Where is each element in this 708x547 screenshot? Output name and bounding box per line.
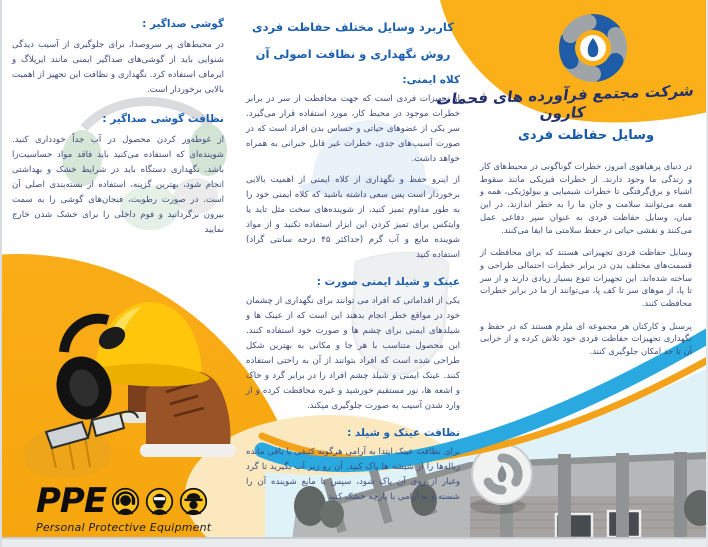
company-logo-icon: [567, 22, 619, 74]
goggles-cleaning-paragraph: برای نظافت عینک ابتدا به آرامی هرگونه کثیفی یا باقی مانده زباله‌ها را از شیشه ها پاک کنید. آن رو زیر آب بگیرید تا گرد وغبار از روی آن پاک شود، سپس با مایع شوینده آن را شسته و به آرامی با پارچه خشک کنید: [246, 447, 460, 502]
front-paragraph-2: وسایل حفاظت فردی تجهیزاتی هستند که برای محافظت از قسمت‌های مختلف بدن در برابر خطرات احتمالی طراحی و ساخته شده‌اند. این تجهیزات تنوع بسیار زیادی دارند و از سر تا پا، از موهای سر تا کف پا، می‌توانند از ما در برابر خطرات محافظت کنند.: [480, 247, 692, 309]
inside-title-line2: روش نگهداری و نظافت اصولی آن: [255, 47, 451, 61]
earmuffs-cleaning-paragraph: از غوطه‌ور کردن محصول در آب جداً خودداری کنید. شوینده‌ای که استفاده می‌کنید باید فاقد مواد حساسیت‌زا باشد. نگهداری دستگاه باید در شرایط خشک و بهداشتی انجام شود، بهترین گزینه، استفاده از بسته‌بندی اصلی آن است. در صورت رطوبت، فنجان‌های گوشی را به سمت بیرون برگردانید و فوم داخلی را برای خشک شدن خارج نمایید: [12, 135, 224, 235]
front-title: وسایل حفاظت فردی: [517, 128, 655, 143]
helmet-heading: کلاه ایمنی:: [402, 74, 460, 86]
inside-panel: [246, 20, 460, 505]
earmuffs-cleaning-heading: نظافت گوشی صداگیر :: [102, 113, 224, 125]
building-logo-icon: [470, 444, 532, 514]
helmet-paragraph-1: از تجهیزات فردی است که جهت محافظت از سر در برابر خطرات موجود در محیط کار، مورد استفاده قرار می‌گیرد. سر یکی از عضوهای حیاتی و حساس بدن افراد است که در صورت آسیب‌های جدی، خطرات غیر قابل جبرانی به همراه خواهد داشت.: [246, 94, 460, 164]
inside-title-line1: کاربرد وسایل مختلف حفاظت فردی: [252, 20, 454, 34]
ppe-title: PPE: [36, 481, 107, 521]
goggles-heading: عینک و شیلد ایمنی صورت :: [316, 276, 460, 288]
front-paragraph-3: پرسنل و کارکنان هر مجموعه ای ملزم هستند که در حفظ و نگهداری تجهیزات حفاظت فردی خود تلاش کرده و از خرابی آن تا حد امکان جلوگیری کنند.: [480, 320, 692, 357]
ppe-subtitle: Personal Protective Equipment: [36, 521, 212, 534]
company-name: شرکت مجتمع فرآورده های فحمات کارون: [435, 81, 696, 123]
worker-goggles-icon: [145, 487, 174, 516]
worker-helmet-icon: [179, 487, 208, 516]
ppe-badge: [36, 481, 232, 534]
earmuffs-heading: گوشی صداگیر :: [142, 18, 224, 30]
goggles-paragraph: یکی از اقداماتی که افراد می توانند برای نگهداری از چشمان خود در مواقع خطر انجام بدهند این است که از عینک ها و شیلدهای ایمنی برای چشم ها و صورت خود استفاده کنند. این محصول متناسب با هر جا و مکانی به بهترین شکل طراحی شده است که افراد بتوانند از آن به راحتی استفاده کنند. عینک ایمنی و شیلد چشم افراد را در برابر گرد و خاک و اشعه ها، نور مستقیم خورشید و غیره محافظت کرده و از وارد شدن آسیب به صورت جلوگیری میکند.: [246, 296, 460, 411]
helmet-paragraph-2: از اینرو حفظ و نگهداری از کلاه ایمنی از اهمیت بالایی برخوردار است پس سعی داشته باشید که کلاه ایمنی خود را به طور مداوم تمیز کنید، از شوینده‌های سخت مثل تاید یا وایتکس برای تمیز کردن این ابزار استفاده نکنید و از مواد شوینده مایع و آب گرم (حداکثر ۴۵ درجه سانتی گراد) استفاده کنید: [246, 175, 460, 260]
goggles-cleaning-heading: نظافت عینک و شیلد :: [347, 427, 460, 439]
front-panel: [480, 128, 692, 358]
earmuffs-paragraph: در محیط‌های پر سروصدا، برای جلوگیری از آسیب دیدگی شنوایی باید از گوشی‌های صداگیر ایمنی مانند ایرپلاگ و ایرماف استفاده کرد. نگهداری و نظافت این تجهیز از اهمیت بالایی برخوردار است.: [12, 40, 224, 95]
front-paragraph-1: در دنیای پرهیاهوی امروز، خطرات گوناگونی در محیط‌های کار و زندگی ما وجود دارند. از خطرات فیزیکی مانند سقوط اشیاء و برق‌گرفتگی تا خطرات شیمیایی و بیولوژیکی، همه و همه می‌توانند سلامت و جان ما را به خطر اندازند. در این میان، وسایل حفاظت فردی به عنوان سپر دفاعی عمل می‌کنند و نقشی حیاتی در حفظ سلامتی ما ایفا می‌کنند.: [480, 161, 692, 235]
worker-earmuffs-icon: [111, 487, 140, 516]
back-panel: [12, 18, 224, 238]
